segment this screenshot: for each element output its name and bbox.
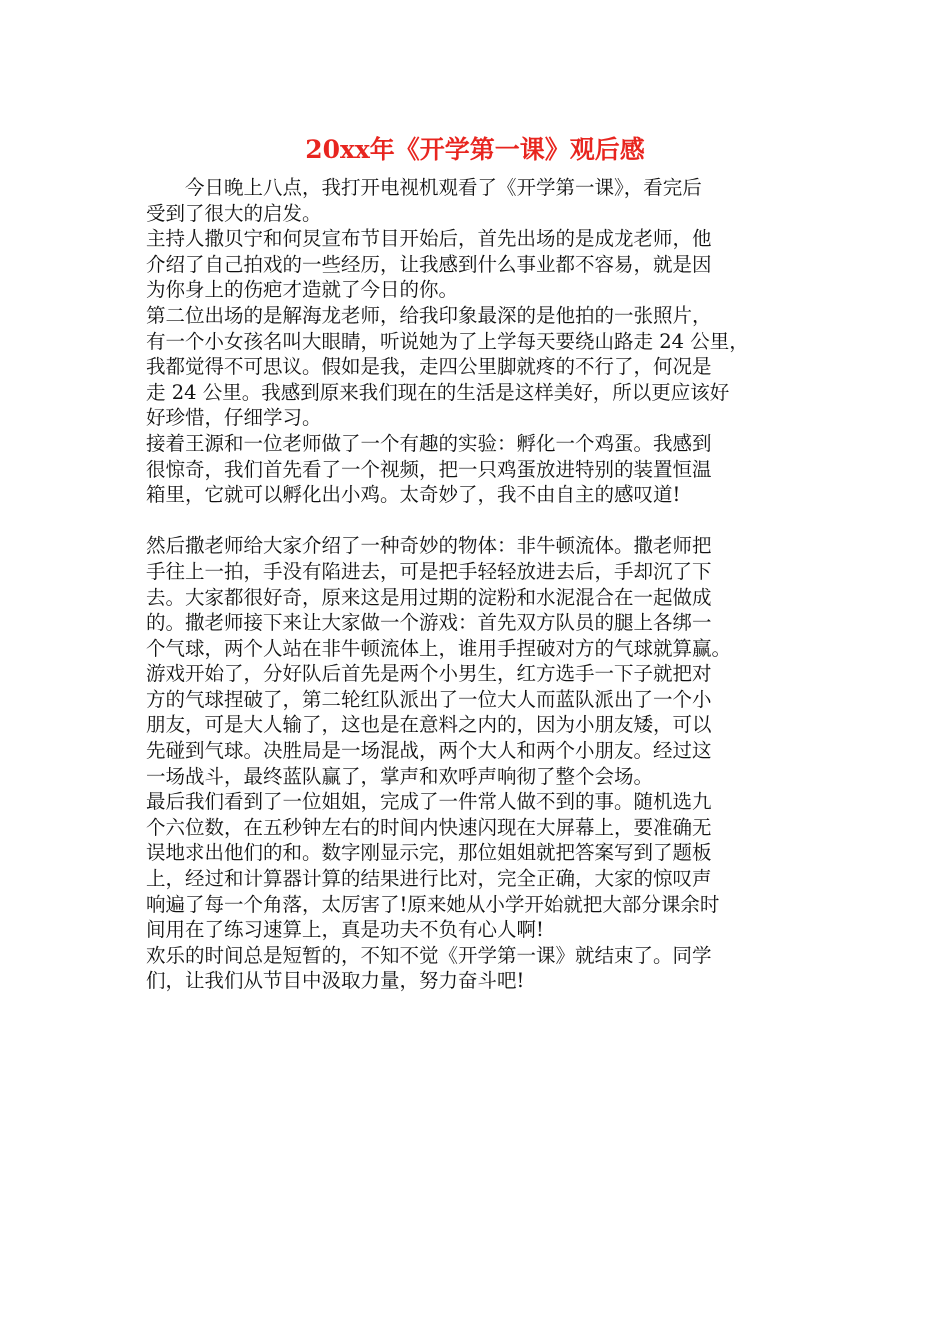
document-body	[146, 175, 806, 994]
body-line: 游戏开始了，分好队后首先是两个小男生，红方选手一下子就把对	[146, 662, 712, 686]
body-line: 欢乐的时间总是短暂的，不知不觉《开学第一课》就结束了。同学	[146, 943, 712, 967]
body-line: 们，让我们从节目中汲取力量，努力奋斗吧!	[146, 969, 525, 993]
body-line: 今日晚上八点，我打开电视机观看了《开学第一课》，看完后	[146, 176, 702, 199]
body-line: 很惊奇，我们首先看了一个视频，把一只鸡蛋放进特别的装置恒温	[146, 457, 712, 481]
body-line: 受到了很大的启发。	[146, 201, 322, 225]
body-line: 好珍惜，仔细学习。	[146, 406, 322, 430]
body-line: 朋友，可是大人输了，这也是在意料之内的，因为小朋友矮，可以	[146, 713, 712, 737]
body-line: 然后撒老师给大家介绍了一种奇妙的物体：非牛顿流体。撒老师把	[146, 534, 712, 558]
body-line: 先碰到气球。决胜局是一场混战，两个大人和两个小朋友。经过这	[146, 739, 712, 763]
body-line: 箱里，它就可以孵化出小鸡。太奇妙了，我不由自主的感叹道!	[146, 483, 681, 507]
document-title: 20xx年《开学第一课》观后感	[305, 135, 645, 164]
body-line: 方的气球捏破了，第二轮红队派出了一位大人而蓝队派出了一个小	[146, 687, 712, 711]
body-line: 我都觉得不可思议。假如是我，走四公里脚就疼的不行了，何况是	[146, 355, 712, 379]
body-line: 间用在了练习速算上，真是功夫不负有心人啊!	[146, 918, 544, 942]
body-line: 介绍了自己拍戏的一些经历，让我感到什么事业都不容易，就是因	[146, 252, 712, 276]
body-line: 手往上一拍，手没有陷进去，可是把手轻轻放进去后，手却沉了下	[146, 559, 712, 583]
body-line: 第二位出场的是解海龙老师，给我印象最深的是他拍的一张照片，	[146, 303, 712, 327]
body-line: 个六位数，在五秒钟左右的时间内快速闪现在大屏幕上，要准确无	[146, 815, 712, 839]
body-line: 个气球，两个人站在非牛顿流体上，谁用手捏破对方的气球就算赢。	[146, 636, 732, 660]
body-line: 为你身上的伤疤才造就了今日的你。	[146, 278, 459, 302]
body-line: 最后我们看到了一位姐姐，完成了一件常人做不到的事。随机选九	[146, 790, 712, 814]
body-line: 上，经过和计算器计算的结果进行比对，完全正确，大家的惊叹声	[146, 867, 712, 891]
body-line: 接着王源和一位老师做了一个有趣的实验：孵化一个鸡蛋。我感到	[146, 431, 712, 455]
blank-line	[146, 508, 806, 534]
body-line: 误地求出他们的和。数字刚显示完，那位姐姐就把答案写到了题板	[146, 841, 712, 865]
body-line: 走 24 公里。我感到原来我们现在的生活是这样美好，所以更应该好	[146, 380, 730, 404]
body-line: 一场战斗，最终蓝队赢了，掌声和欢呼声响彻了整个会场。	[146, 764, 654, 788]
body-line: 主持人撒贝宁和何炅宣布节目开始后，首先出场的是成龙老师，他	[146, 227, 712, 251]
body-line: 有一个小女孩名叫大眼睛，听说她为了上学每天要绕山路走 24 公里，	[146, 329, 749, 353]
body-line: 的。撒老师接下来让大家做一个游戏：首先双方队员的腿上各绑一	[146, 611, 712, 635]
body-line: 去。大家都很好奇，原来这是用过期的淀粉和水泥混合在一起做成	[146, 585, 712, 609]
body-line: 响遍了每一个角落，太厉害了!原来她从小学开始就把大部分课余时	[146, 892, 720, 916]
